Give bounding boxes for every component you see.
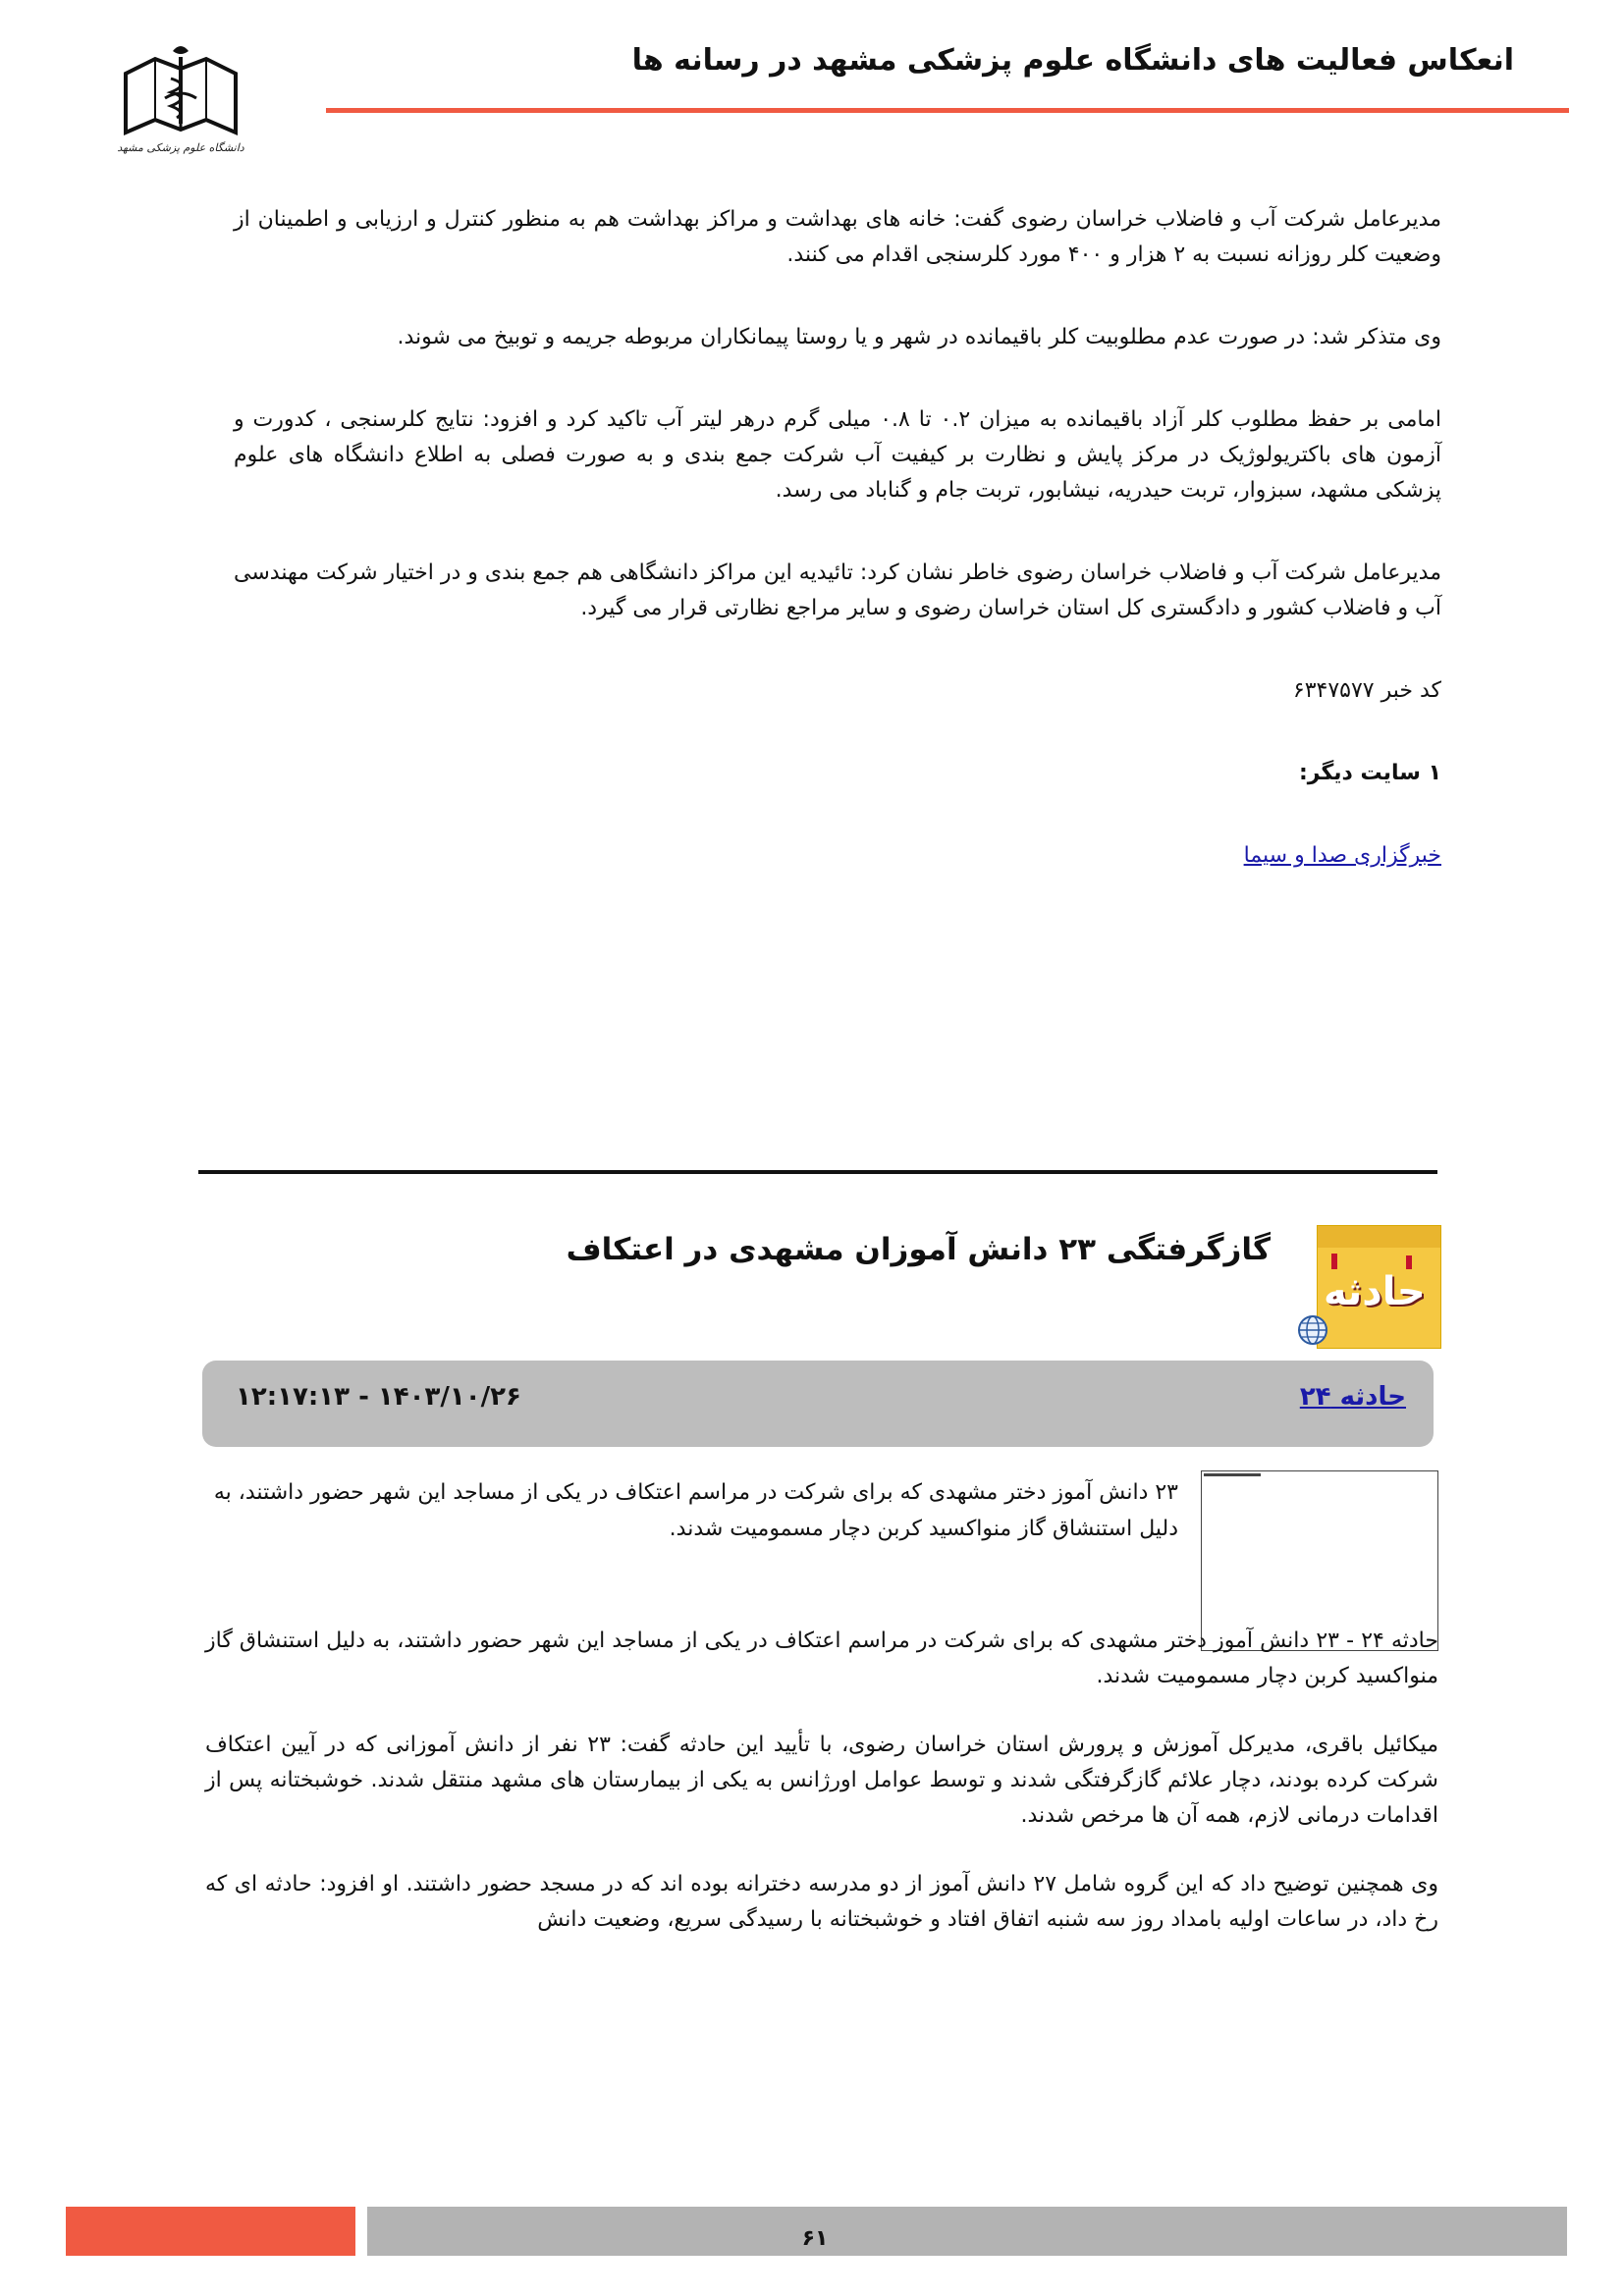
- footer-bar: [367, 2207, 1567, 2256]
- other-sites-label: ۱ سایت دیگر:: [1298, 761, 1441, 785]
- article-water-chlorine: [234, 202, 1441, 874]
- globe-icon: [1296, 1313, 1329, 1347]
- news-source-link[interactable]: حادثه ۲۴: [1299, 1382, 1406, 1412]
- article-paragraph: حادثه ۲۴ - ۲۳ دانش آموز دختر مشهدی که برای شرکت در مراسم اعتکاف در یکی از مساجد این شهر حضور داشتند، به دلیل استنشاق گاز منواکسید کربن دچار مسمومیت شدند.: [205, 1629, 1438, 1688]
- news-code: کد خبر ۶۳۴۷۵۷۷: [1292, 678, 1441, 703]
- article-gas-poisoning: [205, 1624, 1438, 1971]
- university-logo: [116, 39, 245, 167]
- news-title: گازگرفتگی ۲۳ دانش آموزان مشهدی در اعتکاف: [566, 1232, 1271, 1267]
- article-paragraph: امامی بر حفظ مطلوب کلر آزاد باقیمانده به میزان ۰.۲ تا ۰.۸ میلی گرم درهر لیتر آب تاکید کرد و افزود: نتایج کلرسنجی ، کدورت و آزمون های باکتریولوژیک در مرکز پایش و نظارت بر کیفیت آب شرکت جمع بندی و به صورت فصلی به اطلاع دانشگاه های علوم پزشکی مشهد، سبزوار، تربت حیدریه، نیشابور، تربت جام و گناباد می رسد.: [234, 407, 1442, 503]
- page-number: ۶۱: [801, 2226, 829, 2251]
- news-date: ۱۴۰۳/۱۰/۲۶ - ۱۲:۱۷:۱۳: [236, 1382, 521, 1412]
- header-accent-line: [326, 108, 1569, 113]
- source-logo: [1317, 1225, 1441, 1349]
- article-paragraph: مدیرعامل شرکت آب و فاضلاب خراسان رضوی گفت: خانه های بهداشت و مراکز بهداشت هم به منظور کنترل و ارزیابی و اطمینان از وضعیت کلر روزانه نسبت به ۲ هزار و ۴۰۰ مورد کلرسنجی اقدام می کنند.: [234, 207, 1441, 267]
- news-meta-bar: [202, 1361, 1434, 1447]
- article-paragraph: میکائیل باقری، مدیرکل آموزش و پرورش استان خراسان رضوی، با تأیید این حادثه گفت: ۲۳ نفر از دانش آموزانی که در آیین اعتکاف شرکت کرده بودند، دچار علائم گازگرفتگی شدند و توسط عوامل اورژانس به یکی از بیمارستان های مشهد منتقل شدند. خوشبختانه پس از اقدامات درمانی لازم، همه آن ها مرخص شدند.: [205, 1733, 1438, 1828]
- logo-caption: دانشگاه علوم پزشکی مشهد: [117, 141, 244, 154]
- article-paragraph: مدیرعامل شرکت آب و فاضلاب خراسان رضوی خاطر نشان کرد: تائیدیه این مراکز دانشگاهی هم جمع بندی و در اختیار شرکت مهندسی آب و فاضلاب کشور و دادگستری کل استان خراسان رضوی و سایر مراجع نظارتی قرار می گیرد.: [234, 561, 1441, 620]
- footer-accent-bar: [66, 2207, 355, 2256]
- news-lead: [196, 1474, 1178, 1547]
- header-title: انعکاس فعالیت های دانشگاه علوم پزشکی مشهد در رسانه ها: [631, 43, 1514, 78]
- article-paragraph: وی همچنین توضیح داد که این گروه شامل ۲۷ دانش آموز از دو مدرسه دخترانه بوده اند که در مسجد حضور داشتند. او افزود: حادثه ای که رخ داد، در ساعات اولیه بامداد روز سه شنبه اتفاق افتاد و خوشبختانه با رسیدگی سریع، وضعیت دانش: [205, 1872, 1438, 1932]
- other-site-link[interactable]: خبرگزاری صدا و سیما: [1243, 843, 1441, 868]
- lead-paragraph: ۲۳ دانش آموز دختر مشهدی که برای شرکت در مراسم اعتکاف در یکی از مساجد این شهر حضور داشتند، به دلیل استنشاق گاز منواکسید کربن دچار مسمومیت شدند.: [213, 1480, 1178, 1541]
- article-paragraph: وی متذکر شد: در صورت عدم مطلوبیت کلر باقیمانده در شهر و یا روستا پیمانکاران مربوطه جریمه و توبیخ می شوند.: [397, 325, 1441, 349]
- source-logo-text: حادثه: [1324, 1269, 1426, 1314]
- article-divider: [198, 1170, 1437, 1174]
